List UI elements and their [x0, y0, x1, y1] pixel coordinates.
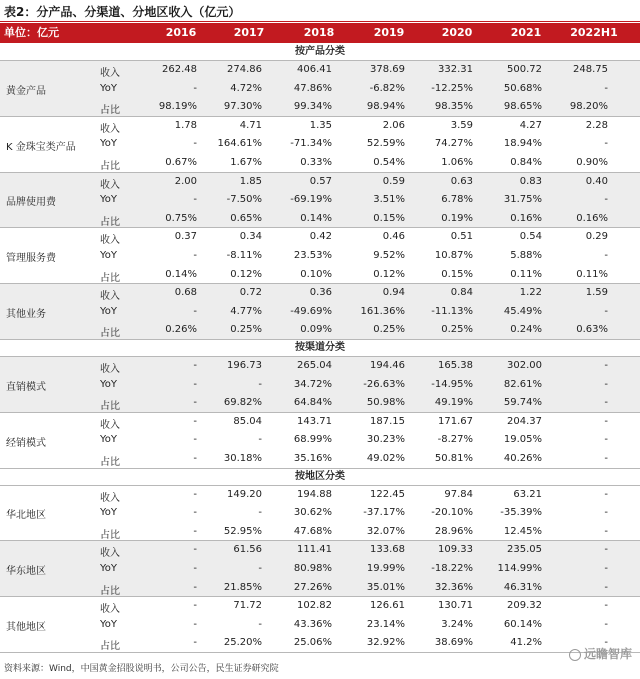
header-year-2: 2018 [303, 26, 335, 39]
table-cell: - [193, 194, 197, 206]
table-cell: 59.74% [503, 397, 542, 409]
header-year-0: 2016 [165, 26, 197, 39]
table-cell: 19.05% [503, 434, 542, 446]
table-cell: 406.41 [297, 64, 332, 75]
table-cell: 63.21 [513, 488, 542, 500]
row-metric: YoY [100, 82, 118, 94]
table-cell: - [604, 415, 608, 427]
row-metric: 收入 [100, 419, 120, 431]
row-metric: 收入 [100, 179, 120, 191]
table-cell: 31.75% [503, 194, 542, 206]
table-cell: - [604, 82, 608, 94]
table-group [0, 541, 640, 597]
source-note: 资料来源：Wind，中国黄金招股说明书，公司公告，民生证券研究院 [4, 664, 279, 674]
table-cell: 0.46 [382, 231, 405, 243]
table-cell: 126.61 [370, 600, 405, 612]
table-cell: - [604, 562, 608, 574]
table-cell: 28.96% [434, 525, 473, 537]
table-cell: - [193, 452, 197, 464]
group-name: 经销模式 [6, 437, 46, 449]
title-divider [0, 21, 640, 22]
header-year-1: 2017 [233, 26, 265, 39]
row-metric: 收入 [100, 123, 120, 135]
table-cell: -14.95% [431, 378, 473, 390]
table-cell: 0.25% [230, 324, 262, 336]
row-metric: YoY [100, 507, 118, 519]
section-header: 按产品分类 [0, 44, 640, 61]
row-metric: 占比 [100, 105, 120, 117]
table-cell: 50.81% [434, 452, 473, 464]
table-cell: 74.27% [434, 138, 473, 150]
table-cell: -35.39% [500, 507, 542, 519]
table-cell: 1.85 [239, 175, 262, 187]
table-title: 表2：分产品、分渠道、分地区收入（亿元） [4, 5, 241, 19]
table-cell: 0.12% [373, 268, 405, 280]
table-cell: 64.84% [293, 397, 332, 409]
table-cell: 3.24% [441, 618, 473, 630]
group-name: 其他业务 [6, 309, 46, 321]
row-metric: 占比 [100, 585, 120, 597]
row-metric: YoY [100, 378, 118, 390]
table-cell: 5.88% [510, 249, 542, 261]
table-cell: - [193, 360, 197, 371]
table-cell: - [193, 581, 197, 593]
row-metric: 收入 [100, 604, 120, 616]
row-metric: 收入 [100, 492, 120, 504]
table-cell: 35.16% [293, 452, 332, 464]
table-cell: 46.31% [503, 581, 542, 593]
header-year-5: 2021 [510, 26, 542, 39]
table-cell: 80.98% [293, 562, 332, 574]
table-cell: 47.86% [293, 82, 332, 94]
table-cell: 2.00 [174, 175, 197, 187]
table-cell: 3.51% [373, 194, 405, 206]
group-divider [0, 652, 640, 653]
table-cell: 302.00 [507, 360, 542, 371]
table-cell: 30.62% [293, 507, 332, 519]
row-metric: YoY [100, 305, 118, 317]
table-cell: 2.06 [382, 119, 405, 131]
table-cell: - [193, 434, 197, 446]
row-metric: 占比 [100, 456, 120, 468]
row-metric: 收入 [100, 235, 120, 247]
table-cell: 0.34 [239, 231, 262, 243]
table-group [0, 284, 640, 340]
table-cell: -12.25% [431, 82, 473, 94]
table-cell: 0.59 [382, 175, 405, 187]
table-cell: 204.37 [507, 415, 542, 427]
table-cell: 0.63 [450, 175, 473, 187]
table-cell: 27.26% [293, 581, 332, 593]
row-metric: YoY [100, 562, 118, 574]
table-cell: 0.40 [585, 175, 608, 187]
table-cell: 60.14% [503, 618, 542, 630]
table-cell: 111.41 [297, 544, 332, 556]
row-metric: 占比 [100, 272, 120, 284]
table-cell: -37.17% [363, 507, 405, 519]
row-metric: 占比 [100, 216, 120, 228]
table-cell: -6.82% [369, 82, 405, 94]
table-cell: 61.56 [233, 544, 262, 556]
table-cell: 43.36% [293, 618, 332, 630]
table-cell: - [258, 434, 262, 446]
table-cell: 196.73 [227, 360, 262, 371]
table-cell: - [604, 138, 608, 150]
table-cell: 171.67 [438, 415, 473, 427]
table-cell: 274.86 [227, 64, 262, 75]
table-cell: 0.72 [239, 287, 262, 299]
table-cell: 209.32 [507, 600, 542, 612]
table-cell: 45.49% [503, 305, 542, 317]
table-cell: 1.06% [441, 156, 473, 168]
table-cell: 49.19% [434, 397, 473, 409]
table-cell: - [604, 397, 608, 409]
table-cell: - [604, 581, 608, 593]
group-name: 黄金产品 [6, 85, 46, 97]
row-metric: YoY [100, 138, 118, 150]
table-cell: 0.94 [382, 287, 405, 299]
table-cell: 0.11% [576, 268, 608, 280]
table-cell: 4.27 [519, 119, 542, 131]
table-cell: 164.61% [217, 138, 262, 150]
table-cell: 0.83 [519, 175, 542, 187]
row-metric: 收入 [100, 548, 120, 560]
table-group [0, 173, 640, 229]
table-cell: -20.10% [431, 507, 473, 519]
table-cell: 34.72% [293, 378, 332, 390]
row-metric: 占比 [100, 529, 120, 541]
table-cell: 52.59% [366, 138, 405, 150]
group-name: 品牌使用费 [6, 197, 56, 209]
table-cell: - [604, 434, 608, 446]
row-metric: 占比 [100, 641, 120, 653]
table-cell: 98.65% [503, 101, 542, 113]
table-cell: 0.09% [300, 324, 332, 336]
table-cell: 0.19% [441, 212, 473, 224]
group-name: 直销模式 [6, 381, 46, 393]
table-cell: 1.59 [585, 287, 608, 299]
watermark [569, 645, 632, 662]
table-cell: 21.85% [223, 581, 262, 593]
header-year-4: 2020 [441, 26, 473, 39]
table-cell: 25.06% [293, 637, 332, 649]
table-cell: - [604, 378, 608, 390]
table-cell: 1.78 [174, 119, 197, 131]
table-cell: 265.04 [297, 360, 332, 371]
table-cell: 35.01% [366, 581, 405, 593]
table-cell: 0.10% [300, 268, 332, 280]
table-cell: - [604, 452, 608, 464]
row-metric: 收入 [100, 68, 120, 79]
row-metric: 占比 [100, 328, 120, 340]
table-cell: 0.25% [373, 324, 405, 336]
row-metric: YoY [100, 249, 118, 261]
table-cell: 0.24% [510, 324, 542, 336]
table-cell: -26.63% [363, 378, 405, 390]
table-cell: 114.99% [497, 562, 542, 574]
table-cell: 0.12% [230, 268, 262, 280]
table-cell: 25.20% [223, 637, 262, 649]
table-cell: 30.18% [223, 452, 262, 464]
table-cell: 109.33 [438, 544, 473, 556]
table-cell: 194.46 [370, 360, 405, 371]
table-cell: 0.63% [576, 324, 608, 336]
table-cell: 2.28 [585, 119, 608, 131]
table-cell: 0.11% [510, 268, 542, 280]
table-cell: - [258, 378, 262, 390]
table-cell: 97.84 [444, 488, 473, 500]
table-cell: 4.77% [230, 305, 262, 317]
table-cell: 69.82% [223, 397, 262, 409]
group-name: 华东地区 [6, 566, 46, 578]
table-cell: 98.20% [569, 101, 608, 113]
table-cell: 1.67% [230, 156, 262, 168]
table-cell: 0.36 [309, 287, 332, 299]
table-cell: 18.94% [503, 138, 542, 150]
table-cell: 6.78% [441, 194, 473, 206]
table-cell: - [604, 525, 608, 537]
table-group [0, 597, 640, 653]
group-name: 其他地区 [6, 622, 46, 634]
table-cell: - [193, 507, 197, 519]
table-cell: 0.42 [309, 231, 332, 243]
table-cell: - [604, 488, 608, 500]
table-group [0, 413, 640, 469]
table-cell: -8.11% [226, 249, 262, 261]
table-group [0, 486, 640, 542]
table-cell: 235.05 [507, 544, 542, 556]
table-cell: 32.07% [366, 525, 405, 537]
table-cell: 12.45% [503, 525, 542, 537]
table-cell: - [193, 397, 197, 409]
table-cell: 0.90% [576, 156, 608, 168]
table-cell: - [193, 138, 197, 150]
table-cell: -8.27% [437, 434, 473, 446]
table-cell: - [604, 360, 608, 371]
table-cell: 1.35 [309, 119, 332, 131]
table-cell: - [604, 618, 608, 630]
table-cell: 0.16% [576, 212, 608, 224]
table-cell: 262.48 [162, 64, 197, 75]
table-cell: 97.30% [223, 101, 262, 113]
table-cell: - [193, 82, 197, 94]
table-cell: 0.14% [165, 268, 197, 280]
table-cell: 1.22 [519, 287, 542, 299]
table-cell: 0.65% [230, 212, 262, 224]
table-cell: 149.20 [227, 488, 262, 500]
row-metric: YoY [100, 194, 118, 206]
table-cell: 71.72 [233, 600, 262, 612]
row-metric: 收入 [100, 291, 120, 303]
row-metric: 占比 [100, 401, 120, 413]
table-cell: 50.98% [366, 397, 405, 409]
table-cell: 0.14% [300, 212, 332, 224]
table-cell: 0.15% [373, 212, 405, 224]
table-cell: - [258, 562, 262, 574]
table-cell: 0.25% [441, 324, 473, 336]
table-cell: 0.33% [300, 156, 332, 168]
table-cell: 500.72 [507, 64, 542, 75]
table-cell: 82.61% [503, 378, 542, 390]
table-cell: 50.68% [503, 82, 542, 94]
table-cell: 122.45 [370, 488, 405, 500]
table-cell: - [604, 637, 608, 649]
table-cell: 32.36% [434, 581, 473, 593]
table-cell: 0.51 [450, 231, 473, 243]
row-metric: 收入 [100, 364, 120, 375]
table-cell: 0.54% [373, 156, 405, 168]
table-cell: 99.34% [293, 101, 332, 113]
table-cell: 85.04 [233, 415, 262, 427]
section-header: 按地区分类 [0, 469, 640, 486]
table-cell: - [258, 507, 262, 519]
table-cell: 0.26% [165, 324, 197, 336]
table-cell: 0.75% [165, 212, 197, 224]
table-cell: 40.26% [503, 452, 542, 464]
table-cell: - [193, 249, 197, 261]
table-header [0, 23, 640, 43]
table-group [0, 61, 640, 117]
table-cell: 378.69 [370, 64, 405, 75]
table-cell: 38.69% [434, 637, 473, 649]
table-cell: - [193, 305, 197, 317]
table-cell: 23.14% [366, 618, 405, 630]
table-group [0, 228, 640, 284]
section-header: 按渠道分类 [0, 340, 640, 357]
table-cell: -7.50% [226, 194, 262, 206]
table-cell: -69.19% [290, 194, 332, 206]
table-cell: - [193, 544, 197, 556]
table-cell: - [604, 249, 608, 261]
table-cell: - [604, 544, 608, 556]
table-cell: 9.52% [373, 249, 405, 261]
table-cell: -18.22% [431, 562, 473, 574]
table-cell: - [193, 637, 197, 649]
group-name: K 金珠宝类产品 [6, 141, 76, 153]
table-cell: - [604, 305, 608, 317]
table-cell: 161.36% [360, 305, 405, 317]
table-cell: -49.69% [290, 305, 332, 317]
table-cell: 0.54 [519, 231, 542, 243]
table-cell: 187.15 [370, 415, 405, 427]
row-metric: 占比 [100, 160, 120, 172]
table-cell: - [193, 488, 197, 500]
table-cell: 0.84% [510, 156, 542, 168]
table-cell: 0.29 [585, 231, 608, 243]
table-cell: - [193, 415, 197, 427]
table-cell: - [604, 194, 608, 206]
table-cell: - [258, 618, 262, 630]
table-cell: 0.67% [165, 156, 197, 168]
unit-label: 单位：亿元 [4, 26, 59, 39]
table-cell: -71.34% [290, 138, 332, 150]
table-cell: 4.72% [230, 82, 262, 94]
table-cell: 49.02% [366, 452, 405, 464]
table-cell: 19.99% [366, 562, 405, 574]
watermark-icon [569, 649, 581, 661]
group-name: 华北地区 [6, 510, 46, 522]
table-cell: 4.71 [239, 119, 262, 131]
table-cell: -11.13% [431, 305, 473, 317]
row-metric: YoY [100, 618, 118, 630]
table-group [0, 357, 640, 413]
table-cell: 0.84 [450, 287, 473, 299]
header-year-6: 2022H1 [570, 26, 618, 39]
table-cell: 332.31 [438, 64, 473, 75]
group-name: 管理服务费 [6, 253, 56, 265]
table-cell: 130.71 [438, 600, 473, 612]
table-cell: 47.68% [293, 525, 332, 537]
table-cell: 102.82 [297, 600, 332, 612]
table-cell: 194.88 [297, 488, 332, 500]
table-cell: 0.68 [174, 287, 197, 299]
table-group [0, 117, 640, 173]
table-cell: 30.23% [366, 434, 405, 446]
table-cell: 98.94% [366, 101, 405, 113]
table-cell: 68.99% [293, 434, 332, 446]
table-cell: 32.92% [366, 637, 405, 649]
table-cell: 165.38 [438, 360, 473, 371]
table-cell: 0.15% [441, 268, 473, 280]
table-cell: 23.53% [293, 249, 332, 261]
table-cell: - [193, 378, 197, 390]
table-cell: 98.19% [158, 101, 197, 113]
table-cell: 3.59 [450, 119, 473, 131]
table-cell: - [193, 618, 197, 630]
table-cell: - [604, 600, 608, 612]
table-cell: - [193, 600, 197, 612]
table-cell: - [193, 562, 197, 574]
table-cell: 98.35% [434, 101, 473, 113]
watermark-text: 远瞻智库 [583, 647, 632, 661]
table-cell: 248.75 [573, 64, 608, 75]
table-cell: 10.87% [434, 249, 473, 261]
table-cell: 0.37 [174, 231, 197, 243]
table-cell: 52.95% [223, 525, 262, 537]
table-cell: 143.71 [297, 415, 332, 427]
header-year-3: 2019 [373, 26, 405, 39]
row-metric: YoY [100, 434, 118, 446]
table-cell: 133.68 [370, 544, 405, 556]
table-cell: 41.2% [510, 637, 542, 649]
table-cell: 0.16% [510, 212, 542, 224]
table-cell: - [604, 507, 608, 519]
table-cell: 0.57 [309, 175, 332, 187]
table-cell: - [193, 525, 197, 537]
